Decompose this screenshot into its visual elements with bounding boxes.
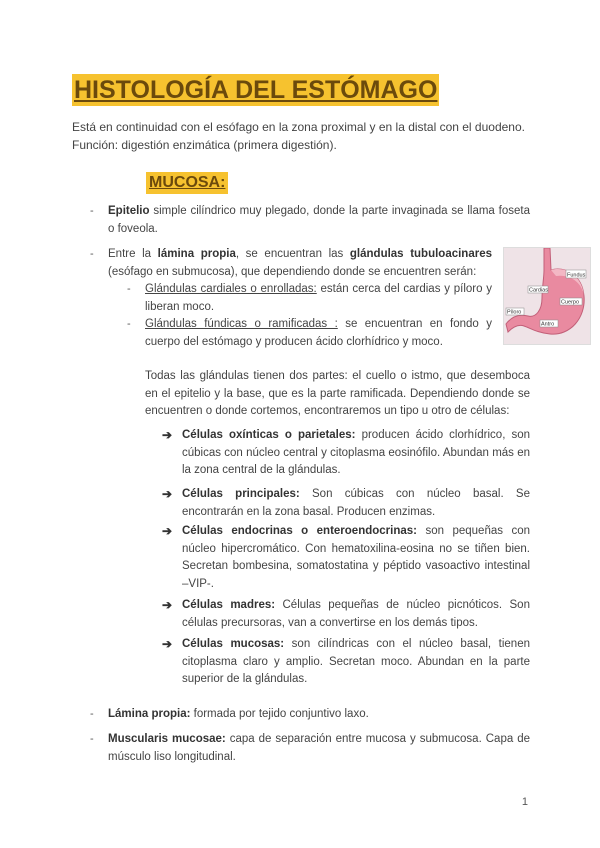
cell-item-oxinticas xyxy=(182,427,530,480)
cell-description: producen ácido clorhídrico, son cúbicas con núcleo central y citoplasma eosinófilo. Abundan más en la zona central de la glándulas. xyxy=(182,429,530,476)
figure-label: Cuerpo xyxy=(561,299,580,306)
document-title: HISTOLOGÍA DEL ESTÓMAGO xyxy=(74,76,438,104)
figure-label: Fundus xyxy=(567,272,586,279)
cell-item-madres xyxy=(182,597,530,632)
page-number: 1 xyxy=(521,796,528,808)
arrow-icon: ➔ xyxy=(162,637,173,651)
figure-label: Píloro xyxy=(507,309,522,316)
glandulas-paragraph: Todas las glándulas tienen dos partes: el cuello o istmo, que desemboca en el epitelio y la base, que es la parte ramificada. Dependiendo donde se encuentren o donde cortemos, encontraremos un tipo u otro de células: xyxy=(145,370,530,417)
cell-description: son pequeñas con núcleo hipercromático. Con hematoxilina-eosina no se tiñen bien. Secretan bombesina, somatostatina y péptido vasoactivo intestinal –VIP-. xyxy=(182,525,530,590)
arrow-icon: ➔ xyxy=(162,524,173,538)
stomach-icon xyxy=(504,248,590,344)
cell-item-endocrinas xyxy=(182,523,530,593)
arrow-icon: ➔ xyxy=(162,428,173,442)
cell-name: Células madres: xyxy=(182,599,276,611)
intro-line-2: Función: digestión enzimática (primera digestión). xyxy=(72,138,337,152)
text-segment: están cerca del cardias y píloro y liberan moco. xyxy=(145,283,493,313)
bullet-dash: - xyxy=(90,733,94,745)
bullet-text: formada por tejido conjuntivo laxo. xyxy=(190,708,369,720)
text-segment: Entre la xyxy=(108,248,158,260)
cell-description: son cilíndricas con el núcleo basal, tienen citoplasma claro y amplio. Secretan moco. Abundan en la parte superior de la glándulas. xyxy=(182,638,530,685)
section-heading: MUCOSA: xyxy=(146,172,228,194)
text-segment: (esófago en submucosa), que dependiendo donde se encuentren serán: xyxy=(108,265,477,278)
figure-label: Cardias xyxy=(529,287,548,294)
cell-description: Células pequeñas de núcleo picnóticos. Son células precursoras, van a convertirse en los demás tipos. xyxy=(182,599,530,629)
cell-name: Células oxínticas o parietales: xyxy=(182,429,356,441)
cell-item-mucosas xyxy=(182,636,530,689)
arrow-icon: ➔ xyxy=(162,487,173,501)
underlined-term: Glándulas fúndicas o ramificadas : xyxy=(145,318,338,330)
intro-line-1: Está en continuidad con el esófago en la zona proximal y en la distal con el duodeno. xyxy=(72,120,525,134)
bold-term: glándulas tubuloacinares xyxy=(349,248,492,260)
intro xyxy=(72,118,532,154)
cell-name: Células principales: xyxy=(182,488,300,500)
arrow-icon: ➔ xyxy=(162,598,173,612)
bullet-text: capa de separación entre mucosa y submucosa. Capa de músculo liso longitudinal. xyxy=(108,733,530,763)
cell-name: Células mucosas: xyxy=(182,638,285,650)
bullet-lamina-propia xyxy=(108,706,530,724)
bullet-text: simple cilíndrico muy plegado, donde la parte invaginada se llama foseta o foveola. xyxy=(108,205,530,235)
cell-name: Células endocrinas o enteroendocrinas: xyxy=(182,525,417,537)
cell-description: Son cúbicas con núcleo basal. Se encontrarán en la zona basal. Producen enzimas. xyxy=(182,488,530,518)
bullet-bold: Epitelio xyxy=(108,205,150,217)
underlined-term: Glándulas cardiales o enrolladas: xyxy=(145,283,317,295)
bullet-bold: Lámina propia: xyxy=(108,708,191,720)
bullet-bold: Muscularis mucosae: xyxy=(108,733,226,745)
sub-bullet-dash: - xyxy=(127,318,131,330)
bullet-dash: - xyxy=(90,248,94,260)
cell-item-principales xyxy=(182,486,530,521)
stomach-figure xyxy=(503,247,591,345)
text-segment: , se encuentran las xyxy=(235,248,350,260)
bullet-epitelio xyxy=(108,203,530,238)
bullet-dash: - xyxy=(90,205,94,217)
sub-bullet-fundicas xyxy=(145,316,492,351)
bold-term: lámina propia xyxy=(157,248,236,260)
bullet-lamina-glandulas xyxy=(108,246,492,281)
text-segment: se encuentran en fondo y cuerpo del estómago y producen ácido clorhídrico y moco. xyxy=(145,318,492,348)
figure-label: Antro xyxy=(541,321,555,328)
sub-bullet-dash: - xyxy=(127,283,131,295)
sub-bullet-cardiales xyxy=(145,281,492,316)
bullet-dash: - xyxy=(90,708,94,720)
bullet-muscularis xyxy=(108,731,530,766)
